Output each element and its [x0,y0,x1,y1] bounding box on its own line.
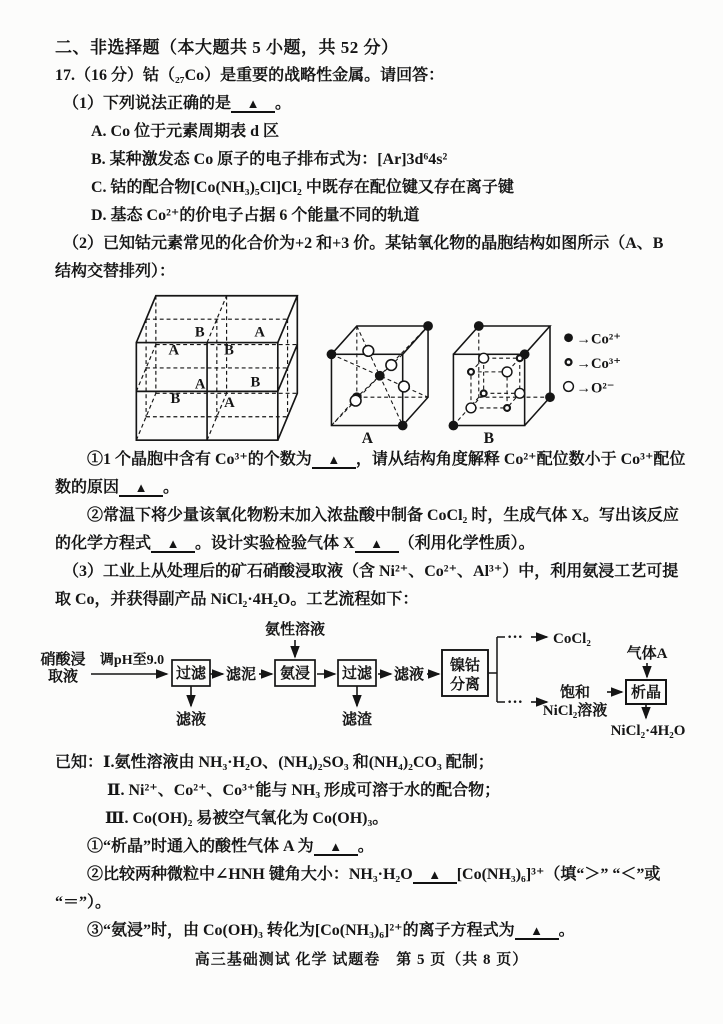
open-circle-icon [564,382,574,392]
supercell-label: B [250,374,261,391]
q17-part2-intro-1: （2）已知钴元素常见的化合价为+2 和+3 价。某钴氧化物的晶胞结构如图所示（A、B [63,235,664,252]
flow-separation-line1: 镍钴 [449,658,481,674]
legend-o2minus: →O²⁻ [576,380,615,397]
flow-cocl2: CoCl₂ [553,631,591,647]
flow-saturated-line2: NiCl₂溶液 [542,703,608,719]
answer-blank: ▲ [355,536,399,553]
supercell-label: B [224,342,234,359]
flow-ammonia-solution: 氨性溶液 [264,622,326,638]
q17-part3-q1: ①“析晶”时通入的酸性气体 A 为 ▲ 。 [87,838,374,855]
flow-sludge: 滤泥 [225,667,257,683]
q17-option-c: C. 钴的配合物[Co(NH₃)₅Cl]Cl₂ 中既存在配位键又存在离子键 [91,179,514,196]
flow-crystallize: 析晶 [630,685,662,701]
crystal-structure-svg [125,286,655,446]
answer-blank: ▲ [413,867,457,884]
q17-option-d: D. 基态 Co²⁺的价电子占据 6 个能量不同的轨道 [91,207,420,224]
flow-filter2: 过滤 [341,666,373,682]
flow-filtrate2: 滤液 [393,667,425,683]
q17-option-a: A. Co 位于元素周期表 d 区 [91,123,280,140]
q17-part2-intro-2: 结构交替排列）： [55,263,176,280]
flow-filtrate1: 滤液 [175,712,207,728]
answer-blank: ▲ [231,96,275,113]
flow-dots-bottom: ··· [507,694,524,711]
flow-residue: 滤渣 [341,712,373,728]
supercell-label: A [194,376,206,393]
legend-co3plus: →Co³⁺ [576,355,621,372]
answer-blank: ▲ [314,839,358,856]
q17-known-3: Ⅲ. Co(OH)₂ 易被空气氧化为 Co(OH)₃。 [105,810,389,827]
legend-co2plus: →Co²⁺ [576,331,621,348]
q17-part3-intro-2: 取 Co，并获得副产品 NiCl₂·4H₂O。工艺流程如下： [55,591,419,608]
unit-cell-b [449,321,555,446]
answer-blank: ▲ [119,480,163,497]
flowchart-svg [35,614,700,749]
cell-a-label: A [361,430,373,446]
q17-part3-q3: ③“氨浸”时，由 Co(OH)₃ 转化为[Co(NH₃)₆]²⁺的离子方程式为 ▲ 。 [87,922,575,939]
flow-gas-a: 气体A [626,646,668,662]
q17-part1-prompt: （1）下列说法正确的是 ▲ 。 [63,95,292,112]
figure-legend [564,332,621,397]
section-header: 二、非选择题（本大题共 5 小题，共 52 分） [55,38,399,57]
supercell-label: B [194,324,205,341]
q17-part2-sub1-2: 数的原因 ▲ 。 [55,479,180,496]
unit-cell-a [327,321,433,446]
flow-dots-top: ··· [507,629,524,646]
flow-separation-line2: 分离 [449,677,481,693]
flow-product: NiCl₂·4H₂O [610,723,686,739]
supercell-label: A [254,324,265,341]
q17-part3-q2-1: ②比较两种微粒中∠HNH 键角大小：NH₃·H₂O ▲ [Co(NH₃)₆]³⁺（填“＞” “＜”或 [87,866,661,883]
q17-known-1: 已知：Ⅰ.氨性溶液由 NH₃·H₂O、(NH₄)₂SO₃ 和(NH₄)₂CO₃ 配制； [55,754,494,771]
supercell-hidden-edges [136,296,297,440]
q17-part2-sub1-1: ①1 个晶胞中含有 Co³⁺的个数为 ▲ ，请从结构角度解释 Co²⁺配位数小于 Co³⁺配位 [87,451,686,468]
flow-ammonia-leach: 氨浸 [279,666,311,682]
flow-filter1: 过滤 [175,666,207,682]
crystal-structure-figure [125,286,705,446]
q17-part2-sub2-2: 的化学方程式 ▲ 。设计实验检验气体 X ▲ （利用化学性质）。 [55,535,535,552]
oxygen-atoms [466,353,525,413]
answer-blank: ▲ [151,536,195,553]
flow-ph-label: 调pH至9.0 [99,653,165,668]
q17-option-b: B. 某种激发态 Co 原子的电子排布式为：[Ar]3d⁶4s² [91,151,448,168]
page-footer: 高三基础测试 化学 试题卷 第 5 页（共 8 页） [194,952,529,968]
process-flowchart [35,614,705,749]
q17-known-2: Ⅱ. Ni²⁺、Co²⁺、Co³⁺能与 NH₃ 形成可溶于水的配合物； [107,782,501,799]
q17-part3-intro-1: （3）工业上从处理后的矿石硝酸浸取液（含 Ni²⁺、Co²⁺、Al³⁺）中，利用氨浸工艺可提 [63,563,679,580]
flow-input-line2: 取液 [47,669,79,685]
small-bold-circle-icon [566,359,572,365]
q17-part2-sub2-1: ②常温下将少量该氧化物粉末加入浓盐酸中制备 CoCl₂ 时，生成气体 X。写出该反应 [87,507,679,524]
supercell-label: A [168,342,180,359]
flow-input-line1: 硝酸浸 [40,652,86,668]
flow-saturated-line1: 饱和 [559,685,591,701]
supercell-label: B [170,391,181,408]
cell-b-label: B [483,430,495,446]
answer-blank: ▲ [312,452,356,469]
q17-stem: 17.（16 分）钴（₂₇Co）是重要的战略性金属。请回答： [55,67,445,84]
answer-blank: ▲ [515,923,559,940]
filled-circle-icon [564,333,573,342]
supercell-label: A [224,394,235,411]
q17-part3-q2-2: “＝”）。 [55,894,112,911]
